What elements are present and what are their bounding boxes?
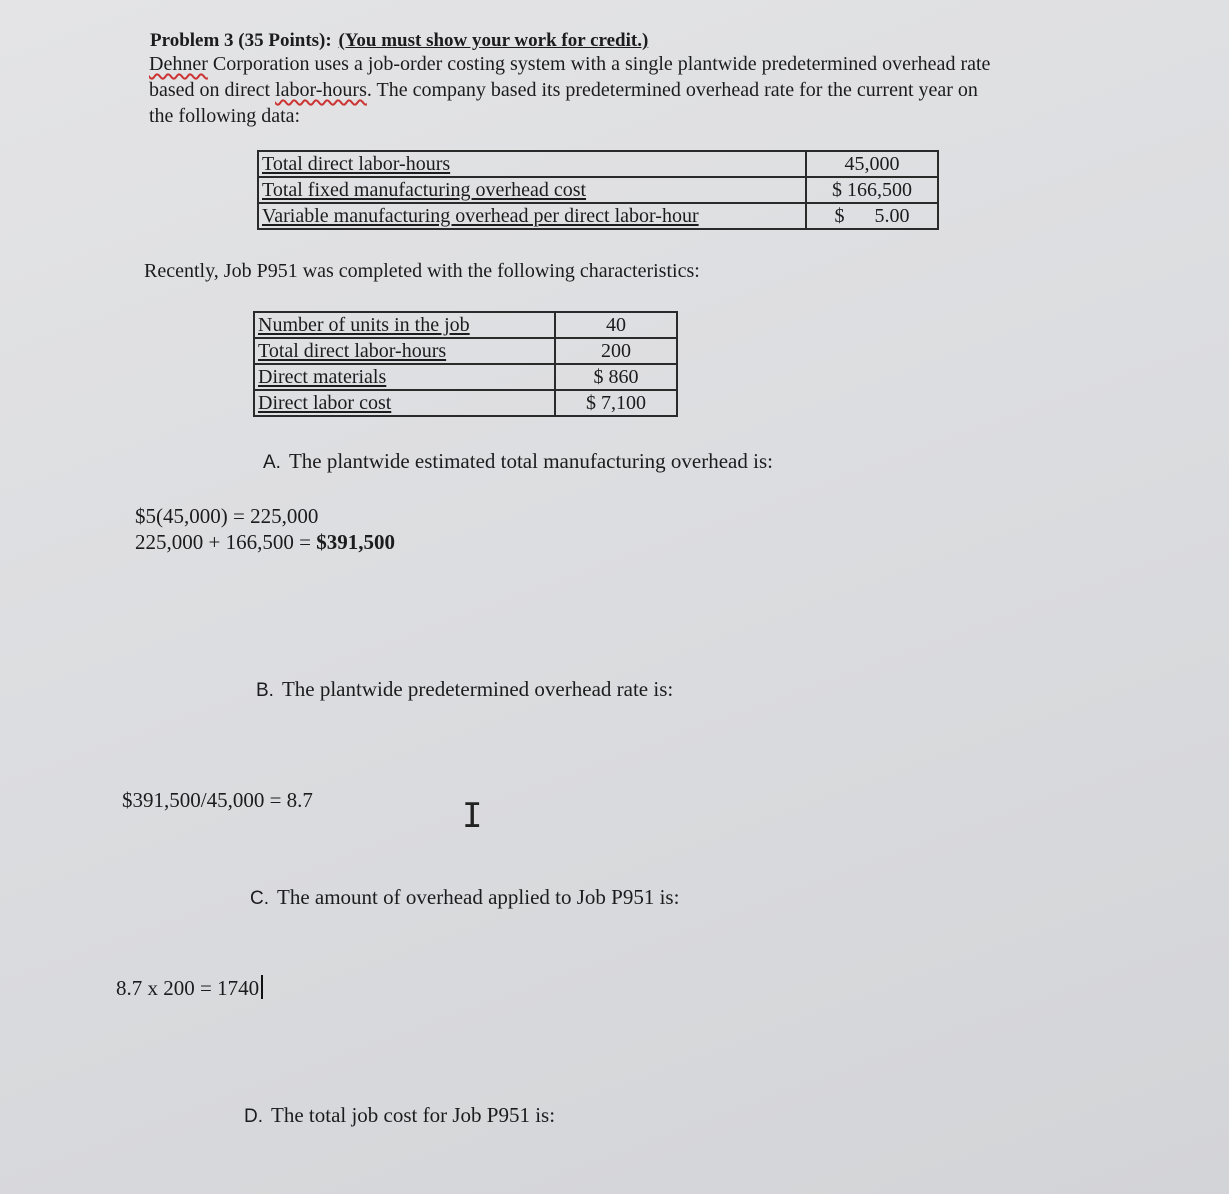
question-text: The plantwide estimated total manufacturing overhead is: <box>288 449 773 473</box>
intro-line-2-pre: based on direct <box>149 79 276 101</box>
job-intro-text: Recently, Job P951 was completed with the following characteristics: <box>144 260 700 282</box>
row-value: $ 166,500 <box>806 177 938 203</box>
table-row <box>258 151 938 177</box>
intro-line-2-emph: labor-hours <box>275 79 367 101</box>
row-value: $ 7,100 <box>555 390 677 416</box>
question-letter: C. <box>250 888 269 909</box>
answer-c-text: 8.7 x 200 = 1740 <box>116 976 260 1000</box>
work-requirement: (You must show your work for credit.) <box>338 30 649 51</box>
row-label: Direct labor cost <box>254 390 555 416</box>
question-text: The total job cost for Job P951 is: <box>271 1103 556 1127</box>
table-row <box>254 390 677 416</box>
question-b <box>256 677 673 702</box>
intro-line-2-post: . The company based its predetermined overhead rate for the current year on <box>366 79 978 101</box>
table-row <box>254 338 677 364</box>
text-cursor-icon: I <box>462 796 483 836</box>
rate-data-table <box>257 150 939 230</box>
question-letter: D. <box>244 1106 263 1127</box>
question-letter: A. <box>263 452 281 473</box>
problem-title <box>150 30 648 52</box>
job-data-table <box>253 311 678 417</box>
row-value: 40 <box>555 312 677 338</box>
question-c <box>250 885 679 910</box>
question-a <box>263 449 773 474</box>
company-name: Dehner <box>149 53 208 75</box>
row-value: 45,000 <box>806 151 938 177</box>
table-row <box>258 203 938 229</box>
row-label: Total direct labor-hours <box>258 151 806 177</box>
row-label: Number of units in the job <box>254 312 555 338</box>
question-d <box>244 1103 555 1128</box>
answer-a-line-1[interactable]: $5(45,000) = 225,000 <box>135 504 319 528</box>
row-label: Total direct labor-hours <box>254 338 555 364</box>
row-value: 200 <box>555 338 677 364</box>
row-label: Direct materials <box>254 364 555 390</box>
question-letter: B. <box>256 680 274 701</box>
intro-line-1 <box>149 51 1119 77</box>
row-label: Total fixed manufacturing overhead cost <box>258 177 806 203</box>
answer-a-calc: 225,000 + 166,500 = <box>135 530 317 554</box>
question-text: The amount of overhead applied to Job P951 is: <box>277 885 680 909</box>
problem-heading: Problem 3 (35 Points): <box>150 30 332 51</box>
answer-a-result: $391,500 <box>316 530 395 554</box>
row-value: $ 5.00 <box>806 203 938 229</box>
row-label: Variable manufacturing overhead per direct labor-hour <box>258 203 806 229</box>
intro-line-1-text: Corporation uses a job-order costing system with a single plantwide predetermined overhead rate <box>207 53 991 75</box>
answer-b[interactable]: $391,500/45,000 = 8.7 <box>122 788 313 812</box>
intro-line-3: the following data: <box>149 105 301 127</box>
table-row <box>254 364 677 390</box>
intro-line-2 <box>149 77 1119 103</box>
table-row <box>254 312 677 338</box>
question-text: The plantwide predetermined overhead rate is: <box>281 677 674 701</box>
row-value: $ 860 <box>555 364 677 390</box>
table-row <box>258 177 938 203</box>
problem-intro <box>149 51 1119 129</box>
text-caret <box>261 975 263 999</box>
answer-a-line-2[interactable] <box>135 530 395 555</box>
answer-c[interactable] <box>116 975 263 1001</box>
